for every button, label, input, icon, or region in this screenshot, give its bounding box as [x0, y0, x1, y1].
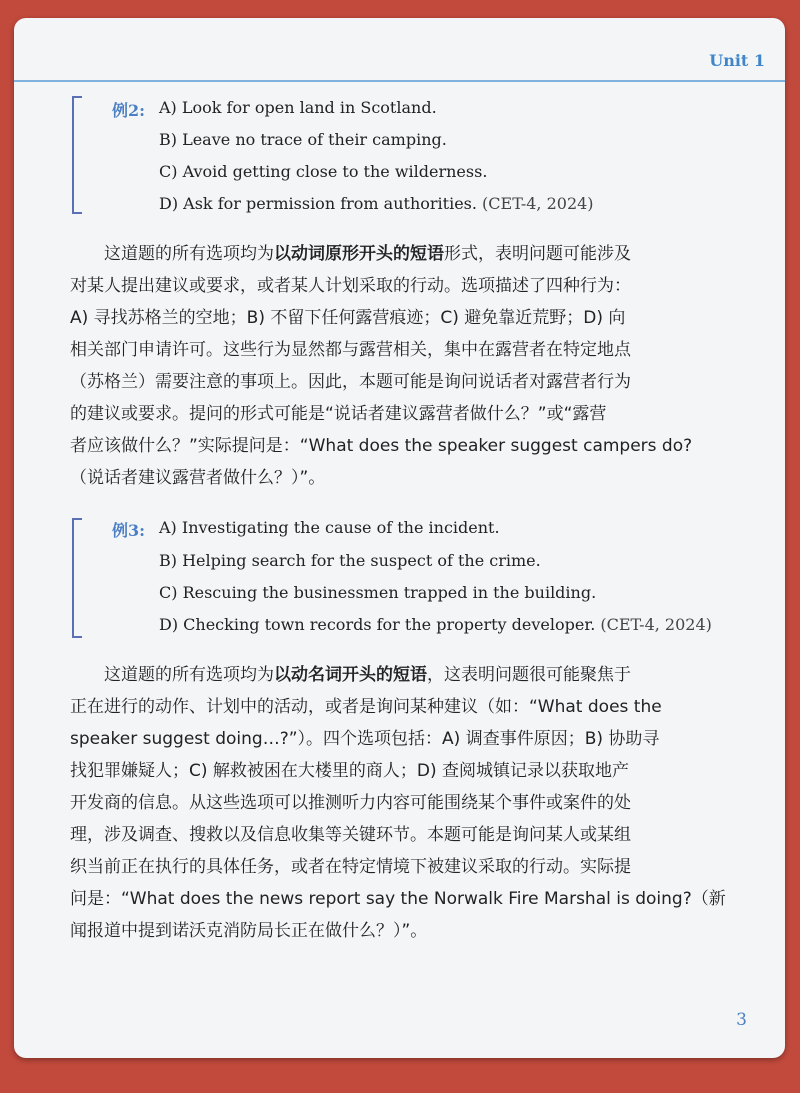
paragraph-line: 问是：“What does the news report say the Norwalk Fire Marshal is doing?（新 [70, 889, 726, 909]
paragraph-line: （苏格兰）需要注意的事项上。因此，本题可能是询问说话者对露营者行为 [70, 372, 631, 392]
source-citation: (CET-4, 2024) [482, 194, 594, 213]
text-span: 形式，表明问题可能涉及 [444, 244, 631, 264]
bracket-bottom [72, 212, 82, 214]
example-3-option-c: C) Rescuing the businessmen trapped in the building. [159, 583, 597, 602]
source-citation: (CET-4, 2024) [600, 615, 712, 634]
text-span: 这道题的所有选项均为 [104, 244, 274, 264]
option-text: D) Checking town records for the property developer. [159, 615, 596, 634]
bracket-top [72, 96, 82, 98]
example-3-option-b: B) Helping search for the suspect of the crime. [159, 551, 541, 570]
paragraph-line: 织当前正在执行的具体任务，或者在特定情境下被建议采取的行动。实际提 [70, 857, 631, 877]
paragraph-line: 对某人提出建议或要求，或者某人计划采取的行动。选项描述了四种行为： [70, 276, 631, 296]
option-text: D) Ask for permission from authorities. [159, 194, 477, 213]
example-2-label: 例2: [112, 101, 146, 120]
example-2-option-d [159, 194, 594, 213]
paragraph-2 [70, 659, 752, 947]
paragraph-1 [70, 238, 752, 494]
unit-header: Unit 1 [709, 51, 765, 70]
header-rule [14, 80, 785, 82]
paragraph-line: 的建议或要求。提问的形式可能是“说话者建议露营者做什么？”或“露营 [70, 404, 607, 424]
text-span: 这道题的所有选项均为 [104, 665, 274, 685]
paragraph-line: A) 寻找苏格兰的空地；B) 不留下任何露营痕迹；C) 避免靠近荒野；D) 向 [70, 308, 626, 328]
paragraph-line: 闻报道中提到诺沃克消防局长正在做什么？）”。 [70, 921, 428, 941]
paragraph-line: 找犯罪嫌疑人；C) 解救被困在大楼里的商人；D) 查阅城镇记录以获取地产 [70, 761, 630, 781]
example-2-option-b: B) Leave no trace of their camping. [159, 130, 447, 149]
paragraph-line [70, 238, 752, 270]
page-number: 3 [736, 1010, 747, 1030]
paragraph-line: 相关部门申请许可。这些行为显然都与露营相关，集中在露营者在特定地点 [70, 340, 631, 360]
example-3-option-a: A) Investigating the cause of the incident. [159, 518, 500, 537]
paragraph-line: 开发商的信息。从这些选项可以推测听力内容可能围绕某个事件或案件的处 [70, 793, 631, 813]
paragraph-line: 理，涉及调查、搜救以及信息收集等关键环节。本题可能是询问某人或某组 [70, 825, 631, 845]
bracket-bottom [72, 636, 82, 638]
paragraph-line: （说话者建议露营者做什么？）”。 [70, 468, 326, 488]
example-2-option-c: C) Avoid getting close to the wilderness. [159, 162, 488, 181]
paragraph-line: speaker suggest doing…?”）。四个选项包括：A) 调查事件原因；B) 协助寻 [70, 729, 660, 749]
example-3-label: 例3: [112, 521, 146, 540]
paragraph-line [70, 659, 752, 691]
bold-phrase: 以动名词开头的短语 [274, 665, 427, 685]
paragraph-line: 者应该做什么？”实际提问是：“What does the speaker suggest campers do? [70, 436, 693, 456]
book-page [14, 18, 785, 1058]
paragraph-line: 正在进行的动作、计划中的活动，或者是询问某种建议（如：“What does the [70, 697, 662, 717]
text-span: ，这表明问题很可能聚焦于 [427, 665, 631, 685]
bracket-top [72, 518, 82, 520]
bold-phrase: 以动词原形开头的短语 [274, 244, 444, 264]
example-3-option-d [159, 615, 712, 634]
example-2-option-a: A) Look for open land in Scotland. [159, 98, 437, 117]
